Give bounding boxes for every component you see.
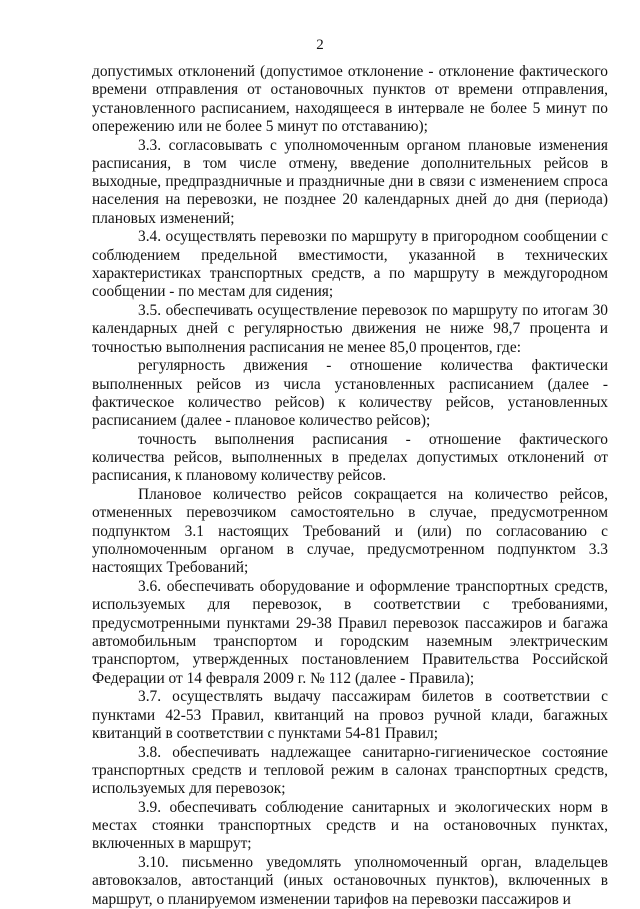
paragraph-3-3: 3.3. согласовывать с уполномоченным органом плановые изменения расписания, в том числе отмену, введение дополнительных рейсов в выходные, предпраздничные и праздничные дни в связи с изменением спроса населения на перевозки, не позднее 20 календарных дней до дня (периода) плановых изменений; — [92, 136, 608, 227]
paragraph-3-4: 3.4. осуществлять перевозки по маршруту в пригородном сообщении с соблюдением предельной вместимости, указанной в технических характеристиках транспортных средств, а по маршруту в междугородном сообщении - по местам для сидения; — [92, 228, 608, 301]
paragraph-3-5: 3.5. обеспечивать осуществление перевозок по маршруту по итогам 30 календарных дней с регулярностью движения не ниже 98,7 процента и точностью выполнения расписания не менее 85,0 процентов, где: — [92, 302, 608, 356]
page-number: 2 — [316, 37, 324, 53]
body-text — [92, 63, 608, 909]
paragraph-3-6: 3.6. обеспечивать оборудование и оформление транспортных средств, используемых для перевозок, в соответствии с требованиями, предусмотренными пунктами 29-38 Правил перевозок пассажиров и багажа автомобильным транспортом и городским наземным электрическим транспортом, утвержденных постановлением Правительства Российской Федерации от 14 февраля 2009 г. № 112 (далее - Правила); — [92, 578, 608, 687]
paragraph-regularity-definition: регулярность движения - отношение количества фактически выполненных рейсов из числа установленных расписанием (далее - фактическое количество рейсов) к количеству рейсов, установленных расписанием (далее - плановое количество рейсов); — [92, 357, 608, 430]
paragraph-accuracy-definition: точность выполнения расписания - отношение фактического количества рейсов, выполненных в пределах допустимых отклонений от расписания, к плановому количеству рейсов. — [92, 430, 608, 485]
paragraph-3-10: 3.10. письменно уведомлять уполномоченный орган, владельцев автовокзалов, автостанций (иных остановочных пунктов), включенных в маршрут, о планируемом изменении тарифов на перевозки пассажиров и — [92, 854, 608, 908]
paragraph-continuation: допустимых отклонений (допустимое отклонение - отклонение фактического времени отправления от остановочных пунктов от времени отправления, установленного расписанием, находящееся в интервале не более 5 минут по опережению или не более 5 минут по отставанию); — [92, 63, 608, 135]
paragraph-planned-trips: Плановое количество рейсов сокращается на количество рейсов, отмененных перевозчиком самостоятельно в случае, предусмотренном подпунктом 3.1 настоящих Требований и (или) по согласованию с уполномоченным органом в случае, предусмотренном подпунктом 3.3 настоящих Требований; — [92, 486, 608, 577]
paragraph-3-7: 3.7. осуществлять выдачу пассажирам билетов в соответствии с пунктами 42-53 Правил, квитанций на провоз ручной клади, багажных квитанций в соответствии с пунктами 54-81 Правил; — [92, 688, 608, 742]
paragraph-3-8: 3.8. обеспечивать надлежащее санитарно-гигиеническое состояние транспортных средств и тепловой режим в салонах транспортных средств, используемых для перевозок; — [92, 743, 608, 798]
paragraph-3-9: 3.9. обеспечивать соблюдение санитарных и экологических норм в местах стоянки транспортных средств и на остановочных пунктах, включенных в маршрут; — [92, 798, 608, 853]
